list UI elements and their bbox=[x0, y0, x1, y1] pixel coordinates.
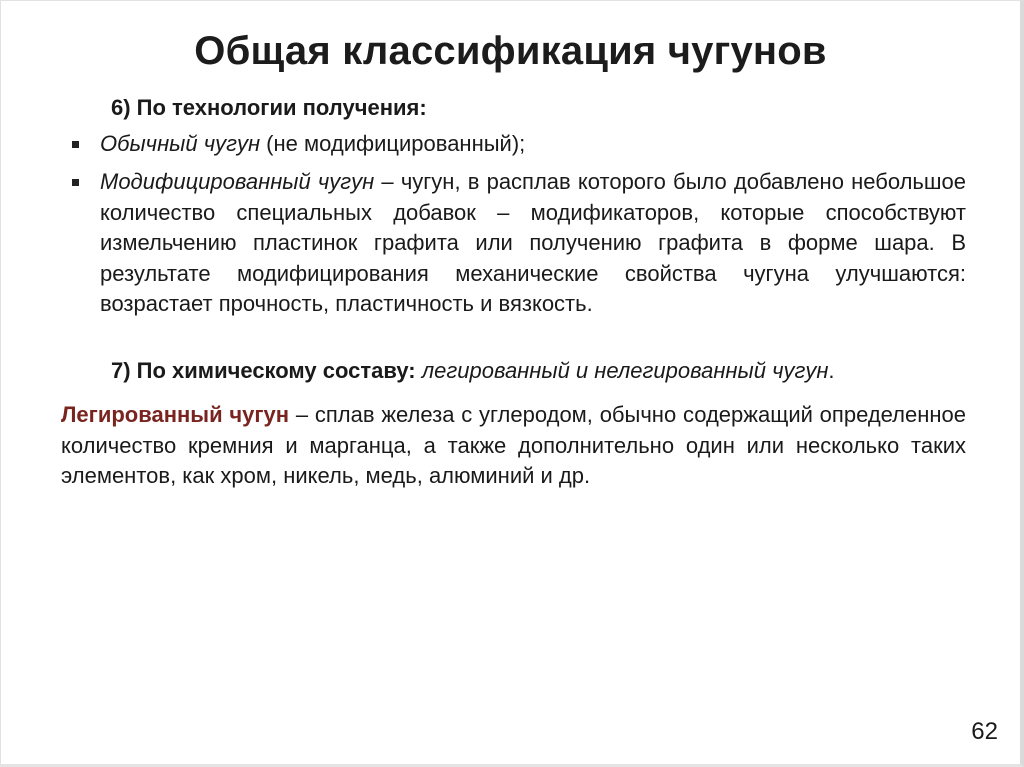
bullet-item-modified bbox=[100, 167, 966, 320]
section-7-text: легированный и нелегированный чугун bbox=[415, 358, 829, 383]
section-7-line bbox=[111, 356, 835, 387]
alloyed-iron-paragraph bbox=[61, 400, 966, 492]
page-number: 62 bbox=[971, 718, 998, 745]
section-7-end: . bbox=[828, 358, 835, 383]
bullet-term: Модифицированный чугун bbox=[100, 169, 375, 194]
bullet-item-ordinary bbox=[100, 129, 966, 160]
slide-title: Общая классификация чугунов bbox=[194, 29, 827, 73]
bullet-text: (не модифицированный); bbox=[260, 131, 526, 156]
square-bullet-icon bbox=[72, 141, 79, 148]
paragraph-text: – сплав железа с углеродом, обычно содержащий определенное количество кремния и марганца, а также дополнительно один или несколько таких элементов, как хром, никель, медь, алюминий и др. bbox=[61, 402, 966, 488]
bullet-term: Обычный чугун bbox=[100, 131, 261, 156]
section-7-heading: 7) По химическому составу: bbox=[111, 358, 416, 383]
section-6-heading: 6) По технологии получения: bbox=[111, 95, 427, 120]
square-bullet-icon bbox=[72, 179, 79, 186]
paragraph-term: Легированный чугун bbox=[61, 402, 290, 427]
bullet-text: – чугун, в расплав которого было добавлено небольшое количество специальных добавок – модификаторов, которые способствуют измельчению пластинок графита или получению графита в форме шара. В результате модифицирования механические свойства чугуна улучшаются: возрастает прочность, пластичность и вязкость. bbox=[100, 169, 966, 316]
